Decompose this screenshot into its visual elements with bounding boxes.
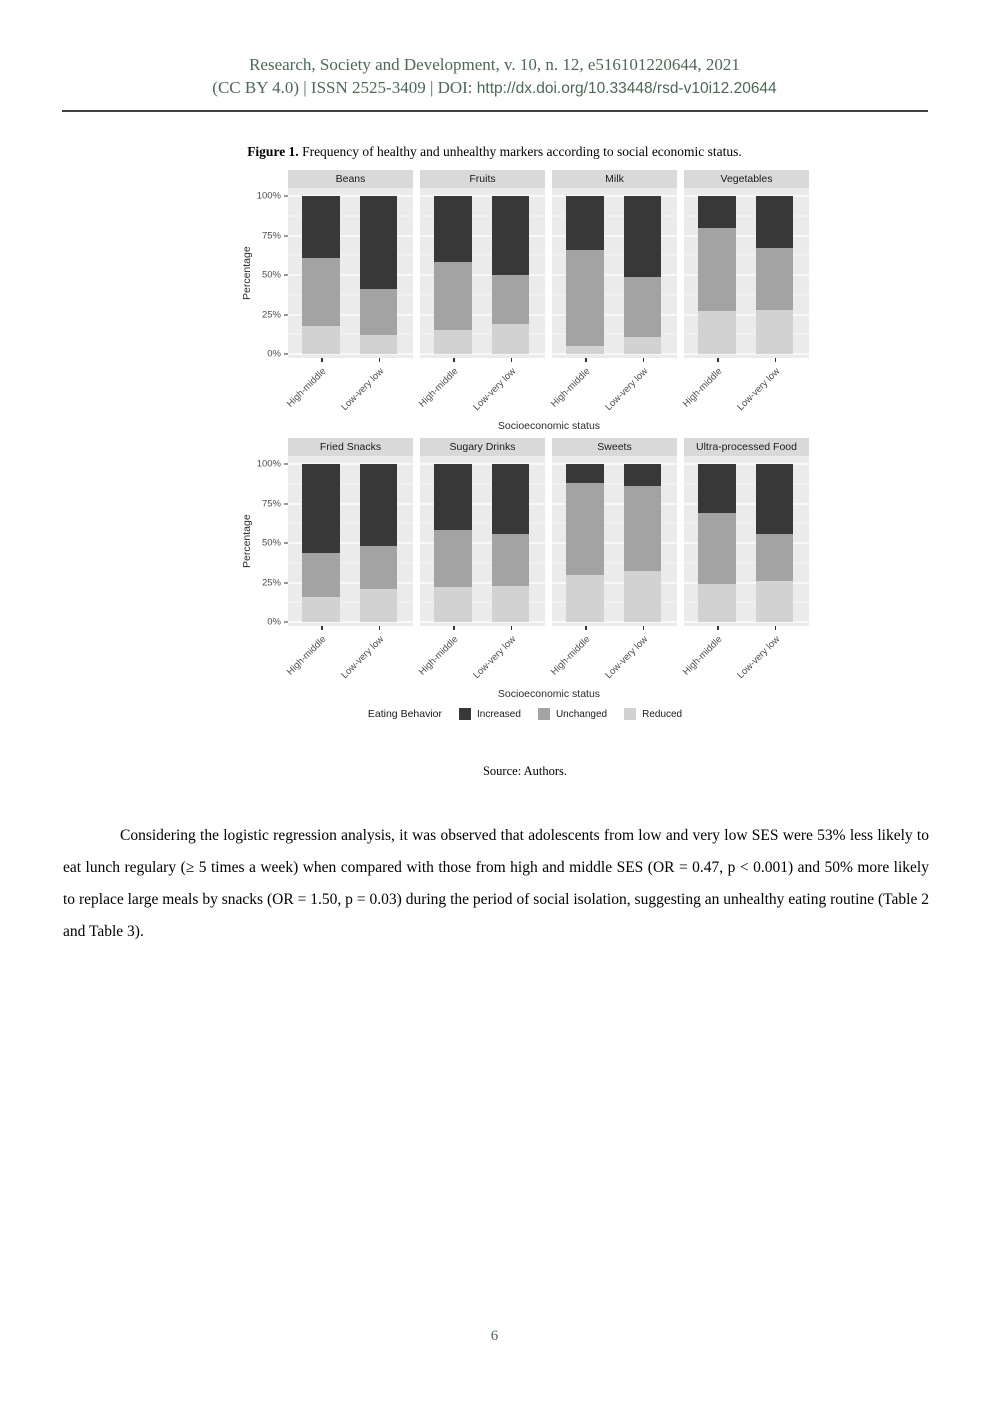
plot-area [288,464,413,622]
bar-segment-increased [566,196,604,250]
bar-segment-increased [434,196,472,262]
x-tick-label: Low-very low [603,366,651,413]
x-tick-mark [717,358,719,362]
bar-segment-reduced [492,324,530,354]
facet-sugary-drinks [417,438,545,688]
x-tick-mark [379,358,381,362]
stacked-bar-low-very-low [492,196,530,354]
legend-label-reduced: Reduced [642,708,683,720]
figure-caption-label: Figure 1. [247,144,299,159]
page-number: 6 [490,1328,499,1344]
y-axis [240,438,288,688]
bar-segment-increased [698,196,736,228]
y-tick-label: 75% [261,498,281,509]
bar-segment-unchanged [698,228,736,312]
bar-segment-increased [302,464,340,552]
x-axis-labels [285,626,413,688]
bar-segment-increased [624,196,662,277]
x-tick-label: High-middle [285,634,329,678]
facet-milk [549,170,677,420]
bar-segment-unchanged [434,262,472,330]
facet-fried-snacks [285,438,413,688]
x-axis-labels [417,626,545,688]
x-tick-mark [453,626,455,630]
bar-segment-increased [756,196,794,248]
stacked-bar-high-middle [566,196,604,354]
bar-segment-increased [756,464,794,534]
y-tick-label: 0% [267,348,281,360]
bar-segment-unchanged [492,534,530,586]
chart-panel [552,188,677,358]
bar-segment-unchanged [624,277,662,337]
facet-title: Sugary Drinks [420,438,545,456]
plot-area [420,464,545,622]
chart-legend [240,708,810,720]
stacked-bar-high-middle [434,196,472,354]
facet-vegetables [681,170,809,420]
facet-fruits [417,170,545,420]
y-tick-label: 100% [256,458,281,470]
issn-text: (CC BY 4.0) | ISSN 2525-3409 | DOI: [212,78,477,97]
x-tick-label: Low-very low [735,366,783,413]
bar-segment-reduced [360,589,398,622]
legend-title: Eating Behavior [367,708,443,720]
bar-segment-unchanged [302,553,340,597]
x-tick-label: High-middle [285,366,329,410]
y-tick-label: 50% [261,537,281,549]
legend-item-unchanged [538,708,607,720]
x-tick-mark [379,626,381,630]
figure-1-chart [240,170,810,779]
bar-segment-increased [492,196,530,275]
bar-segment-unchanged [360,546,398,589]
plot-area [684,196,809,354]
facet-title: Beans [288,170,413,188]
stacked-bar-high-middle [698,196,736,354]
facet-panels [285,170,810,420]
journal-header [0,53,989,100]
stacked-bar-high-middle [302,196,340,354]
stacked-bar-low-very-low [360,196,398,354]
legend-item-reduced [624,708,682,720]
chart-panel [288,188,413,358]
facet-title: Fried Snacks [288,438,413,456]
y-tick-labels [256,456,288,626]
y-axis [240,170,288,420]
bar-segment-unchanged [566,483,604,575]
bar-segment-unchanged [360,289,398,335]
stacked-bar-high-middle [302,464,340,622]
x-tick-label: Low-very low [471,634,519,681]
bar-segment-reduced [566,346,604,354]
x-tick-mark [643,358,645,362]
bar-segment-increased [624,464,662,486]
legend-item-increased [459,708,521,720]
x-tick-mark [321,358,323,362]
legend-swatch-reduced [624,708,636,720]
chart-panel [420,456,545,626]
bar-segment-increased [566,464,604,483]
chart-panel [684,188,809,358]
bar-segment-unchanged [434,530,472,587]
plot-area [420,196,545,354]
header-divider [62,110,928,112]
stacked-bar-low-very-low [624,464,662,622]
x-tick-label: High-middle [549,366,593,410]
x-tick-mark [775,358,777,362]
figure-caption-text: Frequency of healthy and unhealthy markers according to social economic status. [298,144,742,159]
x-tick-mark [585,626,587,630]
bar-segment-reduced [566,575,604,622]
journal-title-line: Research, Society and Development, v. 10, n. 12, e516101220644, 2021 [249,55,740,74]
y-tick-label: 25% [261,577,281,588]
x-tick-mark [511,626,513,630]
x-axis-labels [417,358,545,420]
journal-issn-line [0,76,989,100]
chart-panel [552,456,677,626]
x-tick-label: Low-very low [471,366,519,413]
y-tick-label: 0% [267,616,281,628]
facet-title: Ultra-processed Food [684,438,809,456]
x-axis-labels [681,358,809,420]
x-axis-labels [285,358,413,420]
bar-segment-unchanged [624,486,662,571]
stacked-bar-low-very-low [624,196,662,354]
facet-title: Sweets [552,438,677,456]
stacked-bar-low-very-low [756,196,794,354]
bar-segment-increased [698,464,736,513]
bar-segment-unchanged [756,248,794,310]
y-tick-label: 75% [261,230,281,241]
x-tick-mark [643,626,645,630]
chart-panel [420,188,545,358]
facet-title: Milk [552,170,677,188]
doi-link[interactable]: http://dx.doi.org/10.33448/rsd-v10i12.20644 [476,80,777,97]
bar-segment-increased [360,196,398,289]
figure-caption [0,144,989,160]
chart-row-healthy-markers [240,170,810,420]
x-tick-label: High-middle [681,366,725,410]
x-tick-label: High-middle [549,634,593,678]
facet-sweets [549,438,677,688]
facet-panels [285,438,810,688]
body-paragraph: Considering the logistic regression analysis, it was observed that adolescents from low and very low SES were 53% less likely to eat lunch regulary (≥ 5 times a week) when compared with those from high and middle SES (OR = 0.47, p < 0.001) and 50% more likely to replace large meals by snacks (OR = 1.50, p = 0.03) during the period of social isolation, suggesting an unhealthy eating routine (Table 2 and Table 3). [63,827,929,940]
x-axis-labels [549,358,677,420]
facet-title: Vegetables [684,170,809,188]
bar-segment-reduced [698,584,736,622]
bar-segment-reduced [434,587,472,622]
legend-swatch-unchanged [538,708,550,720]
bar-segment-unchanged [698,513,736,584]
x-tick-mark [717,626,719,630]
chart-row-block-healthy [240,170,810,432]
x-tick-label: Low-very low [339,366,387,413]
chart-panel [288,456,413,626]
bar-segment-unchanged [302,258,340,326]
facet-ultra-processed-food [681,438,809,688]
bar-segment-increased [434,464,472,530]
bar-segment-reduced [624,571,662,622]
stacked-bar-high-middle [566,464,604,622]
y-tick-label: 25% [261,309,281,320]
bar-segment-reduced [624,337,662,354]
legend-swatch-increased [459,708,471,720]
bar-segment-increased [360,464,398,546]
x-tick-label: High-middle [681,634,725,678]
chart-panel [684,456,809,626]
bar-segment-reduced [302,326,340,354]
x-tick-label: Low-very low [735,634,783,681]
x-axis-title: Socioeconomic status [497,688,601,700]
x-tick-label: High-middle [417,634,461,678]
x-tick-mark [511,358,513,362]
stacked-bar-low-very-low [756,464,794,622]
plot-area [684,464,809,622]
y-axis-title: Percentage [241,514,253,568]
bar-segment-unchanged [756,534,794,581]
bar-segment-unchanged [566,250,604,346]
bar-segment-reduced [302,597,340,622]
x-axis-labels [681,626,809,688]
legend-label-unchanged: Unchanged [555,708,608,720]
x-tick-label: Low-very low [603,634,651,681]
facet-beans [285,170,413,420]
y-tick-labels [256,188,288,358]
facet-title: Fruits [420,170,545,188]
x-tick-mark [321,626,323,630]
legend-label-increased: Increased [477,708,521,720]
y-tick-label: 100% [256,190,281,202]
x-tick-mark [453,358,455,362]
y-tick-label: 50% [261,269,281,281]
x-axis-title: Socioeconomic status [497,420,601,432]
x-tick-label: High-middle [417,366,461,410]
bar-segment-reduced [698,311,736,354]
plot-area [552,196,677,354]
y-axis-title: Percentage [241,246,253,300]
bar-segment-reduced [360,335,398,354]
chart-row-unhealthy-markers [240,438,810,688]
bar-segment-unchanged [492,275,530,324]
stacked-bar-low-very-low [360,464,398,622]
bar-segment-reduced [756,310,794,354]
x-tick-label: Low-very low [339,634,387,681]
bar-segment-reduced [492,586,530,622]
stacked-bar-low-very-low [492,464,530,622]
plot-area [288,196,413,354]
stacked-bar-high-middle [698,464,736,622]
bar-segment-reduced [434,330,472,354]
stacked-bar-high-middle [434,464,472,622]
x-tick-mark [585,358,587,362]
figure-source: Source: Authors. [482,764,568,778]
x-axis-labels [549,626,677,688]
bar-segment-reduced [756,581,794,622]
bar-segment-increased [492,464,530,534]
x-tick-mark [775,626,777,630]
chart-row-block-unhealthy [240,438,810,700]
plot-area [552,464,677,622]
bar-segment-increased [302,196,340,258]
